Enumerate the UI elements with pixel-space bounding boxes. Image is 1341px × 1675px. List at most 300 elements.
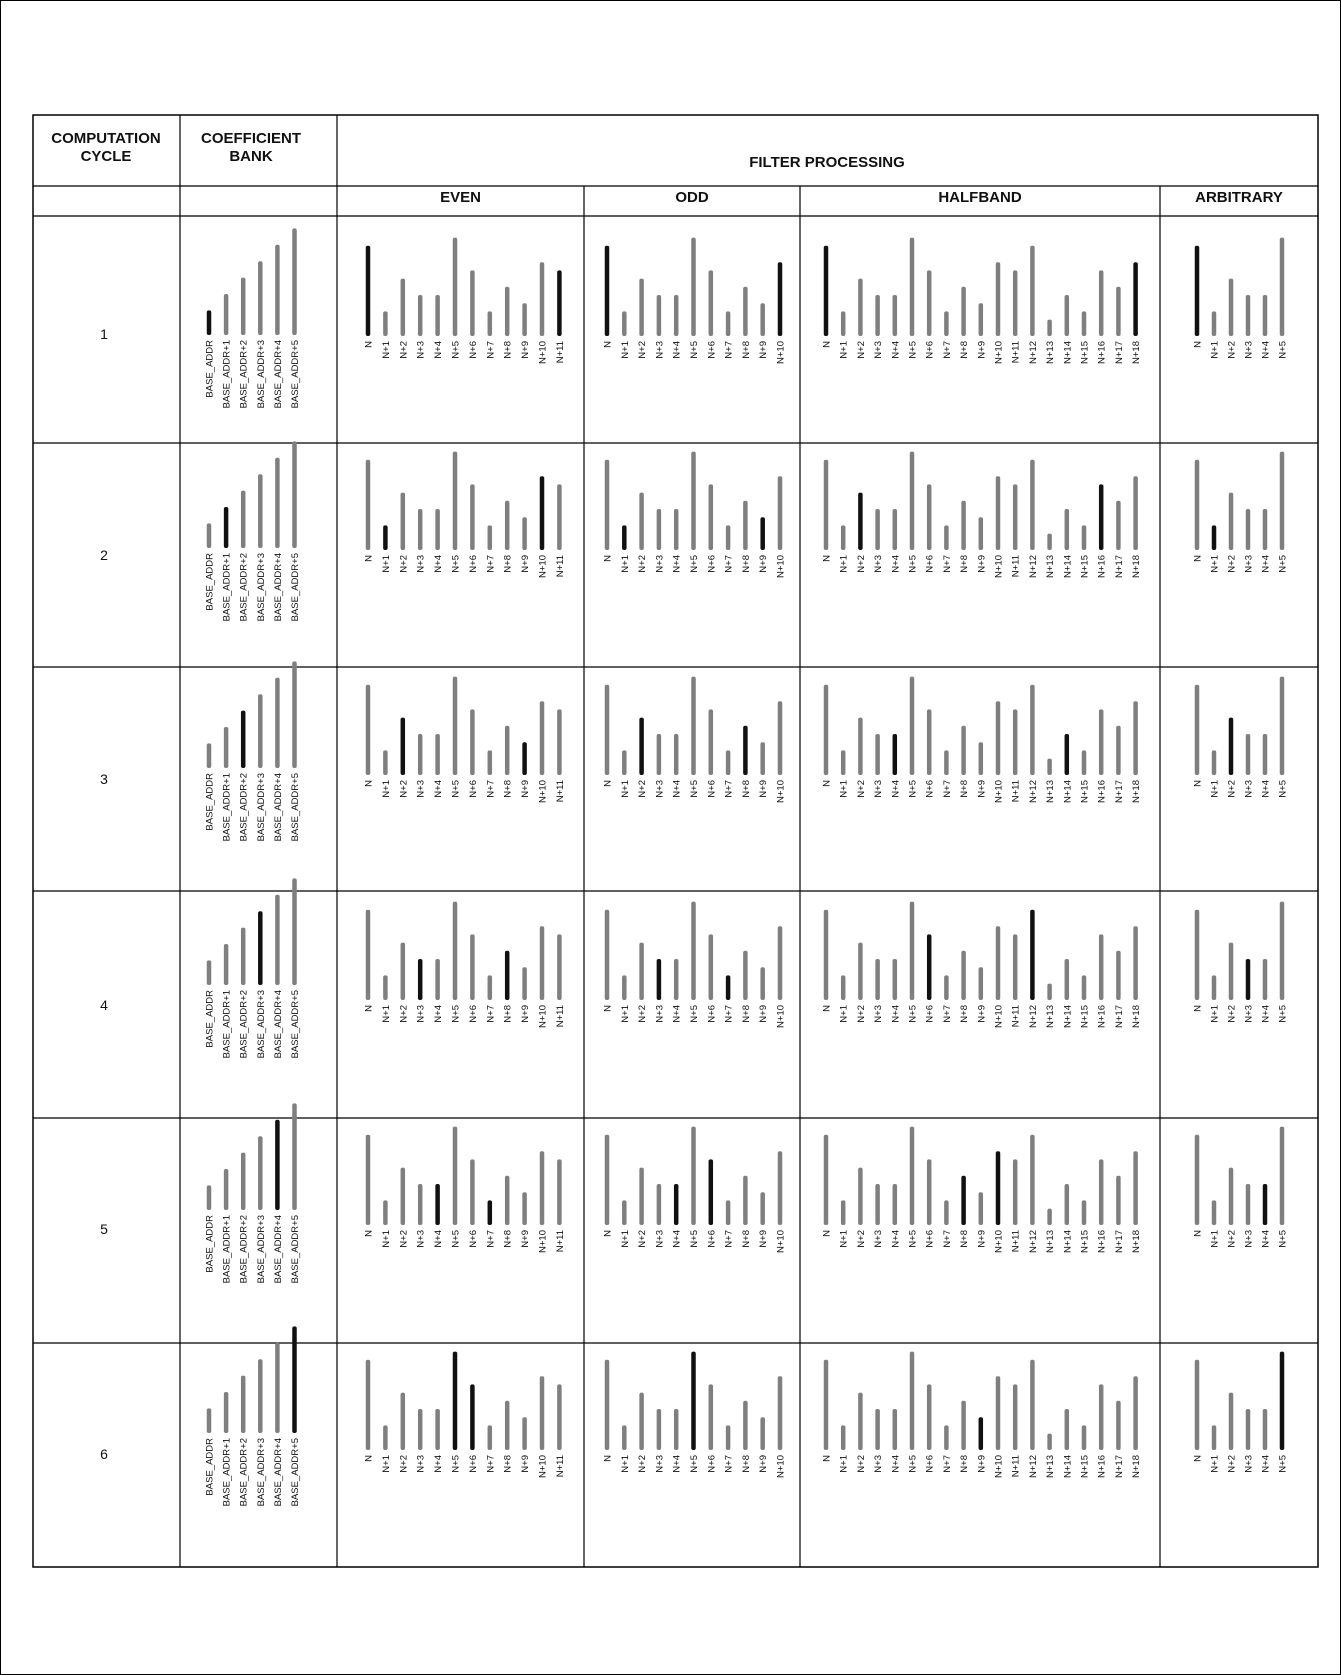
even-bar-10: [540, 1376, 545, 1450]
even-tick-label: N+5: [450, 1455, 462, 1473]
even-bar-3: [418, 295, 423, 336]
coefficient-bank-bar-1: [224, 294, 229, 335]
halfband-bar-3: [875, 295, 880, 336]
odd-bar-0: [605, 910, 610, 1000]
even-tick-label: N+5: [450, 1005, 462, 1023]
coefficient-bank-bar-4: [275, 245, 280, 335]
even-bar-5: [453, 238, 458, 336]
odd-bar-3: [657, 295, 662, 336]
even-bar-11: [557, 709, 562, 775]
even-tick-label: N+2: [398, 341, 410, 359]
coefficient-bank-bar-3: [258, 474, 263, 548]
arbitrary-bar-3: [1246, 1184, 1251, 1225]
odd-bar-5: [691, 452, 696, 550]
cycle-label-3: 3: [100, 771, 108, 787]
coefficient-bank-tick-label: BASE_ADDR+5: [290, 990, 301, 1059]
even-tick-label: N+5: [450, 341, 462, 359]
halfband-tick-label: N+6: [924, 1455, 936, 1473]
even-bar-9: [522, 303, 527, 336]
odd-tick-label: N+4: [671, 1455, 683, 1473]
halfband-tick-label: N+10: [993, 1230, 1005, 1253]
arbitrary-tick-label: N: [1192, 1230, 1204, 1237]
arbitrary-bar-4: [1263, 959, 1268, 1000]
even-tick-label: N+2: [398, 555, 410, 573]
even-bar-9: [522, 967, 527, 1000]
halfband-tick-label: N+4: [890, 1455, 902, 1473]
header-filter-processing: FILTER PROCESSING: [749, 154, 905, 171]
halfband-bar-14: [1065, 734, 1070, 775]
arbitrary-bar-3: [1246, 295, 1251, 336]
even-tick-label: N+1: [380, 555, 392, 573]
coefficient-bank-bar-0: [207, 743, 212, 768]
halfband-tick-label: N+11: [1010, 780, 1022, 803]
odd-bar-3: [657, 1184, 662, 1225]
even-bar-11: [557, 1384, 562, 1450]
halfband-tick-label: N: [821, 1230, 833, 1237]
halfband-tick-label: N+17: [1113, 1455, 1125, 1478]
halfband-bar-6: [927, 484, 932, 550]
odd-bar-2: [639, 493, 644, 550]
odd-bar-2: [639, 1168, 644, 1225]
even-bar-2: [401, 1393, 406, 1450]
arbitrary-tick-label: N: [1192, 1455, 1204, 1462]
even-tick-label: N: [363, 555, 375, 562]
odd-bar-1: [622, 525, 627, 550]
halfband-bar-11: [1013, 1384, 1018, 1450]
even-bar-10: [540, 1151, 545, 1225]
odd-bar-7: [726, 311, 731, 336]
even-tick-label: N+3: [415, 341, 427, 359]
odd-bar-4: [674, 509, 679, 550]
even-tick-label: N+4: [433, 555, 445, 573]
even-bar-2: [401, 943, 406, 1000]
halfband-bar-12: [1030, 910, 1035, 1000]
even-tick-label: N+7: [485, 1005, 497, 1023]
even-bar-10: [540, 262, 545, 336]
coefficient-bank-bar-5: [292, 878, 297, 985]
odd-bar-3: [657, 1409, 662, 1450]
odd-tick-label: N+4: [671, 780, 683, 798]
halfband-bar-13: [1047, 1209, 1052, 1225]
arbitrary-bar-4: [1263, 509, 1268, 550]
coefficient-bank-bar-3: [258, 911, 263, 985]
halfband-bar-5: [910, 238, 915, 336]
arbitrary-tick-label: N+5: [1277, 1230, 1289, 1248]
halfband-tick-label: N+2: [855, 780, 867, 798]
halfband-tick-label: N+9: [976, 780, 988, 798]
halfband-tick-label: N+5: [907, 780, 919, 798]
odd-tick-label: N: [602, 341, 614, 348]
halfband-bar-14: [1065, 1409, 1070, 1450]
even-tick-label: N: [363, 1230, 375, 1237]
odd-bar-6: [709, 1159, 714, 1225]
halfband-tick-label: N+14: [1062, 555, 1074, 578]
halfband-bar-3: [875, 1409, 880, 1450]
halfband-tick-label: N+2: [855, 1005, 867, 1023]
arbitrary-tick-label: N+3: [1243, 1230, 1255, 1248]
halfband-bar-3: [875, 509, 880, 550]
halfband-tick-label: N+7: [941, 1455, 953, 1473]
arbitrary-tick-label: N+3: [1243, 1455, 1255, 1473]
odd-tick-label: N: [602, 1005, 614, 1012]
odd-tick-label: N+3: [654, 1230, 666, 1248]
coefficient-bank-bar-5: [292, 441, 297, 548]
even-bar-11: [557, 484, 562, 550]
header-computation-cycle: COMPUTATION CYCLE: [51, 130, 161, 165]
odd-bar-0: [605, 460, 610, 550]
halfband-tick-label: N+6: [924, 555, 936, 573]
halfband-tick-label: N+1: [838, 341, 850, 359]
halfband-bar-1: [841, 311, 846, 336]
odd-bar-4: [674, 734, 679, 775]
arbitrary-bar-1: [1212, 1200, 1217, 1225]
halfband-bar-12: [1030, 246, 1035, 336]
halfband-bar-5: [910, 452, 915, 550]
halfband-bar-7: [944, 975, 949, 1000]
halfband-bar-4: [893, 295, 898, 336]
arbitrary-bar-1: [1212, 525, 1217, 550]
odd-tick-label: N+7: [723, 1455, 735, 1473]
even-bar-1: [383, 975, 388, 1000]
halfband-tick-label: N+7: [941, 555, 953, 573]
even-bar-7: [488, 1200, 493, 1225]
coefficient-bank-tick-label: BASE_ADDR: [204, 553, 216, 611]
halfband-tick-label: N+5: [907, 1455, 919, 1473]
odd-tick-label: N+10: [775, 341, 787, 364]
halfband-tick-label: N+2: [855, 555, 867, 573]
odd-bar-9: [760, 967, 765, 1000]
halfband-bar-12: [1030, 685, 1035, 775]
halfband-bar-12: [1030, 460, 1035, 550]
halfband-tick-label: N+7: [941, 780, 953, 798]
odd-bar-8: [743, 951, 748, 1000]
odd-bar-9: [760, 517, 765, 550]
odd-tick-label: N+4: [671, 1005, 683, 1023]
halfband-tick-label: N+13: [1045, 1005, 1057, 1028]
halfband-bar-7: [944, 1200, 949, 1225]
even-bar-9: [522, 742, 527, 775]
arbitrary-tick-label: N: [1192, 780, 1204, 787]
arbitrary-bar-1: [1212, 750, 1217, 775]
coefficient-bank-tick-label: BASE_ADDR: [204, 990, 216, 1048]
arbitrary-bar-5: [1280, 1352, 1285, 1450]
halfband-bar-0: [824, 246, 829, 336]
odd-tick-label: N+8: [740, 1230, 752, 1248]
halfband-bar-4: [893, 959, 898, 1000]
even-bar-4: [435, 959, 440, 1000]
halfband-bar-6: [927, 1159, 932, 1225]
halfband-bar-15: [1082, 525, 1087, 550]
coefficient-bank-tick-label: BASE_ADDR+1: [221, 553, 233, 622]
arbitrary-tick-label: N+2: [1226, 1455, 1238, 1473]
arbitrary-tick-label: N+3: [1243, 555, 1255, 573]
even-bar-10: [540, 476, 545, 550]
halfband-bar-4: [893, 734, 898, 775]
even-bar-10: [540, 701, 545, 775]
coefficient-bank-tick-label: BASE_ADDR: [204, 340, 216, 398]
halfband-tick-label: N+1: [838, 555, 850, 573]
arbitrary-bar-2: [1229, 1168, 1234, 1225]
halfband-bar-13: [1047, 320, 1052, 336]
even-tick-label: N+9: [520, 1005, 532, 1023]
halfband-tick-label: N+12: [1027, 780, 1039, 803]
halfband-bar-17: [1116, 501, 1121, 550]
odd-tick-label: N+5: [689, 1005, 700, 1023]
even-tick-label: N+7: [485, 1230, 497, 1248]
halfband-tick-label: N: [821, 555, 833, 562]
halfband-bar-5: [910, 902, 915, 1000]
odd-tick-label: N+10: [775, 1230, 787, 1253]
halfband-tick-label: N+16: [1096, 555, 1108, 578]
odd-bar-6: [709, 1384, 714, 1450]
halfband-tick-label: N+10: [993, 780, 1005, 803]
arbitrary-tick-label: N+2: [1226, 555, 1238, 573]
odd-bar-2: [639, 943, 644, 1000]
halfband-bar-18: [1133, 262, 1138, 336]
halfband-bar-15: [1082, 750, 1087, 775]
arbitrary-tick-label: N+3: [1243, 1005, 1255, 1023]
halfband-tick-label: N+9: [976, 341, 988, 359]
halfband-bar-0: [824, 460, 829, 550]
halfband-bar-1: [841, 1200, 846, 1225]
arbitrary-tick-label: N+4: [1260, 780, 1272, 798]
even-tick-label: N+6: [467, 341, 479, 359]
arbitrary-tick-label: N+5: [1277, 555, 1289, 573]
halfband-tick-label: N+11: [1010, 1230, 1022, 1253]
odd-bar-1: [622, 311, 627, 336]
halfband-bar-10: [996, 262, 1001, 336]
halfband-bar-5: [910, 1352, 915, 1450]
header-coefficient-bank: COEFFICIENT BANK: [201, 130, 301, 165]
halfband-tick-label: N+1: [838, 1005, 850, 1023]
coefficient-bank-bar-1: [224, 1392, 229, 1433]
coefficient-bank-tick-label: BASE_ADDR+1: [221, 340, 233, 409]
halfband-bar-9: [979, 1192, 984, 1225]
halfband-bar-2: [858, 1393, 863, 1450]
coefficient-bank-bar-3: [258, 1359, 263, 1433]
halfband-bar-6: [927, 934, 932, 1000]
halfband-bar-17: [1116, 1401, 1121, 1450]
halfband-bar-16: [1099, 934, 1104, 1000]
halfband-tick-label: N+13: [1045, 780, 1057, 803]
even-tick-label: N+2: [398, 1005, 410, 1023]
coefficient-bank-bar-2: [241, 1153, 246, 1210]
odd-bar-1: [622, 1200, 627, 1225]
even-bar-4: [435, 1184, 440, 1225]
even-tick-label: N+9: [520, 1455, 532, 1473]
halfband-tick-label: N+2: [855, 341, 867, 359]
coefficient-bank-tick-label: BASE_ADDR+2: [238, 773, 250, 842]
halfband-bar-8: [961, 726, 966, 775]
even-bar-8: [505, 1176, 510, 1225]
odd-tick-label: N+7: [723, 555, 735, 573]
halfband-bar-2: [858, 943, 863, 1000]
odd-bar-8: [743, 726, 748, 775]
even-tick-label: N+8: [502, 1455, 514, 1473]
halfband-bar-1: [841, 1425, 846, 1450]
halfband-tick-label: N+18: [1131, 341, 1143, 364]
halfband-bar-3: [875, 1184, 880, 1225]
odd-bar-10: [778, 476, 783, 550]
arbitrary-bar-0: [1195, 246, 1200, 336]
halfband-tick-label: N+8: [959, 1455, 971, 1473]
odd-bar-7: [726, 1425, 731, 1450]
arbitrary-bar-2: [1229, 279, 1234, 336]
arbitrary-bar-5: [1280, 902, 1285, 1000]
coefficient-bank-bar-4: [275, 1343, 280, 1433]
odd-tick-label: N+1: [619, 1230, 631, 1248]
halfband-tick-label: N+18: [1131, 1455, 1143, 1478]
even-bar-7: [488, 975, 493, 1000]
cycle-label-1: 1: [100, 326, 108, 342]
halfband-bar-7: [944, 311, 949, 336]
even-tick-label: N+3: [415, 1005, 427, 1023]
odd-tick-label: N+10: [775, 780, 787, 803]
halfband-tick-label: N+14: [1062, 1005, 1074, 1028]
even-bar-8: [505, 1401, 510, 1450]
even-tick-label: N+3: [415, 555, 427, 573]
even-tick-label: N+8: [502, 341, 514, 359]
coefficient-bank-bar-0: [207, 523, 212, 548]
halfband-tick-label: N: [821, 780, 833, 787]
halfband-bar-16: [1099, 1384, 1104, 1450]
even-bar-9: [522, 1192, 527, 1225]
halfband-tick-label: N+15: [1079, 1005, 1091, 1028]
odd-tick-label: N+7: [723, 341, 735, 359]
coefficient-bank-tick-label: BASE_ADDR: [204, 1215, 216, 1273]
odd-tick-label: N+4: [671, 555, 683, 573]
arbitrary-bar-5: [1280, 238, 1285, 336]
even-tick-label: N+10: [537, 1230, 549, 1253]
arbitrary-bar-0: [1195, 1135, 1200, 1225]
halfband-bar-10: [996, 701, 1001, 775]
arbitrary-bar-4: [1263, 734, 1268, 775]
halfband-tick-label: N+7: [941, 1230, 953, 1248]
halfband-tick-label: N+10: [993, 1455, 1005, 1478]
coefficient-bank-tick-label: BASE_ADDR+4: [272, 340, 284, 409]
halfband-tick-label: N+16: [1096, 341, 1108, 364]
even-bar-10: [540, 926, 545, 1000]
coefficient-bank-tick-label: BASE_ADDR+3: [255, 1215, 267, 1284]
arbitrary-bar-5: [1280, 677, 1285, 775]
halfband-bar-4: [893, 509, 898, 550]
coefficient-bank-bar-3: [258, 261, 263, 335]
even-bar-8: [505, 726, 510, 775]
coefficient-bank-tick-label: BASE_ADDR+4: [272, 553, 284, 622]
odd-tick-label: N+9: [758, 1005, 770, 1023]
coefficient-bank-tick-label: BASE_ADDR+2: [238, 990, 250, 1059]
cycle-label-5: 5: [100, 1221, 108, 1237]
odd-bar-8: [743, 1401, 748, 1450]
arbitrary-bar-3: [1246, 509, 1251, 550]
even-bar-0: [366, 685, 371, 775]
odd-tick-label: N+9: [758, 780, 770, 798]
arbitrary-bar-2: [1229, 718, 1234, 775]
even-bar-4: [435, 734, 440, 775]
arbitrary-bar-1: [1212, 975, 1217, 1000]
odd-tick-label: N+6: [706, 1005, 718, 1023]
halfband-tick-label: N+9: [976, 1455, 988, 1473]
odd-tick-label: N+1: [619, 555, 631, 573]
even-tick-label: N+4: [433, 1005, 445, 1023]
halfband-tick-label: N+16: [1096, 780, 1108, 803]
even-tick-label: N+3: [415, 780, 427, 798]
halfband-bar-5: [910, 677, 915, 775]
arbitrary-tick-label: N+1: [1209, 1005, 1221, 1023]
halfband-bar-10: [996, 926, 1001, 1000]
halfband-bar-6: [927, 270, 932, 336]
odd-bar-5: [691, 1127, 696, 1225]
halfband-bar-10: [996, 1376, 1001, 1450]
even-tick-label: N+10: [537, 341, 549, 364]
odd-tick-label: N+10: [775, 1005, 787, 1028]
odd-tick-label: N+6: [706, 780, 718, 798]
odd-bar-0: [605, 685, 610, 775]
even-bar-9: [522, 1417, 527, 1450]
odd-tick-label: N: [602, 1230, 614, 1237]
coefficient-bank-tick-label: BASE_ADDR+2: [238, 1215, 250, 1284]
halfband-tick-label: N+18: [1131, 1230, 1143, 1253]
halfband-bar-17: [1116, 726, 1121, 775]
even-bar-5: [453, 1127, 458, 1225]
halfband-bar-2: [858, 493, 863, 550]
halfband-tick-label: N+14: [1062, 341, 1074, 364]
even-tick-label: N+8: [502, 1230, 514, 1248]
halfband-bar-15: [1082, 1425, 1087, 1450]
odd-tick-label: N+9: [758, 341, 770, 359]
even-tick-label: N+2: [398, 1230, 410, 1248]
arbitrary-bar-4: [1263, 1184, 1268, 1225]
arbitrary-bar-0: [1195, 910, 1200, 1000]
halfband-tick-label: N+4: [890, 341, 902, 359]
halfband-tick-label: N: [821, 1005, 833, 1012]
coefficient-bank-tick-label: BASE_ADDR+1: [221, 1438, 233, 1507]
halfband-bar-8: [961, 287, 966, 336]
even-bar-6: [470, 1384, 475, 1450]
arbitrary-tick-label: N+4: [1260, 341, 1272, 359]
even-tick-label: N+4: [433, 780, 445, 798]
odd-bar-10: [778, 262, 783, 336]
even-tick-label: N+10: [537, 555, 549, 578]
halfband-bar-3: [875, 959, 880, 1000]
halfband-tick-label: N+1: [838, 780, 850, 798]
odd-bar-10: [778, 701, 783, 775]
even-tick-label: N+9: [520, 1230, 532, 1248]
even-tick-label: N+10: [537, 1455, 549, 1478]
odd-bar-10: [778, 1376, 783, 1450]
halfband-tick-label: N+3: [873, 1230, 885, 1248]
arbitrary-bar-2: [1229, 1393, 1234, 1450]
halfband-bar-15: [1082, 975, 1087, 1000]
coefficient-bank-tick-label: BASE_ADDR+3: [255, 553, 267, 622]
arbitrary-bar-0: [1195, 460, 1200, 550]
halfband-bar-16: [1099, 709, 1104, 775]
halfband-tick-label: N+16: [1096, 1005, 1108, 1028]
even-tick-label: N+2: [398, 1455, 410, 1473]
halfband-tick-label: N+14: [1062, 780, 1074, 803]
halfband-bar-18: [1133, 701, 1138, 775]
even-tick-label: N+5: [450, 1230, 462, 1248]
odd-bar-6: [709, 484, 714, 550]
even-bar-0: [366, 1360, 371, 1450]
odd-tick-label: N+5: [689, 1455, 700, 1473]
coefficient-bank-bar-3: [258, 694, 263, 768]
arbitrary-tick-label: N+3: [1243, 780, 1255, 798]
even-tick-label: N+11: [554, 1455, 566, 1478]
halfband-tick-label: N+18: [1131, 555, 1143, 578]
coefficient-bank-tick-label: BASE_ADDR+2: [238, 553, 250, 622]
odd-tick-label: N+7: [723, 780, 735, 798]
